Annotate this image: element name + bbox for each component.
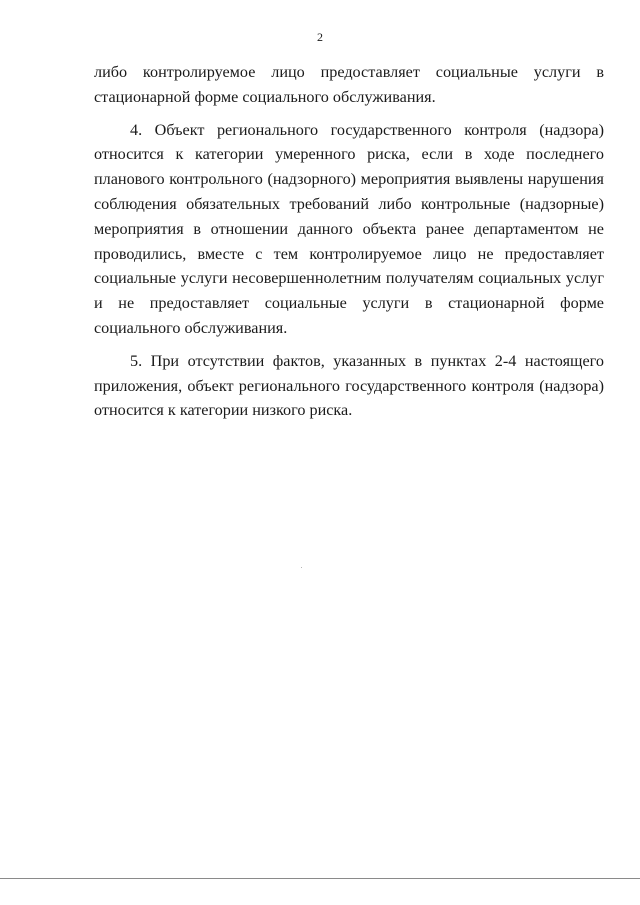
paragraph-item-5: 5. При отсутствии фактов, указанных в пунктах 2-4 настоящего приложения, объект регионального государственного контроля (надзора) относится к категории низкого риска. xyxy=(94,351,604,420)
page-number: 2 xyxy=(317,30,323,44)
paragraph-continuation: либо контролируемое лицо предоставляет социальные услуги в стационарной форме социального обслуживания. xyxy=(94,63,604,106)
document-body xyxy=(94,60,604,423)
bottom-rule-line xyxy=(0,878,640,879)
paragraph-item-4: 4. Объект регионального государственного контроля (надзора) относится к категории умеренного риска, если в ходе последнего планового контрольного (надзорного) мероприятия выявлены нарушения соблюдения обязательных требований либо контрольные (надзорные) мероприятия в отношении данного объекта ранее департаментом не проводились, вместе с тем контролируемое лицо не предоставляет социальные услуги несовершеннолетним получателям социальных услуг и не предоставляет социальные услуги в стационарной форме социального обслуживания. xyxy=(94,120,604,337)
scan-speck xyxy=(301,567,302,568)
